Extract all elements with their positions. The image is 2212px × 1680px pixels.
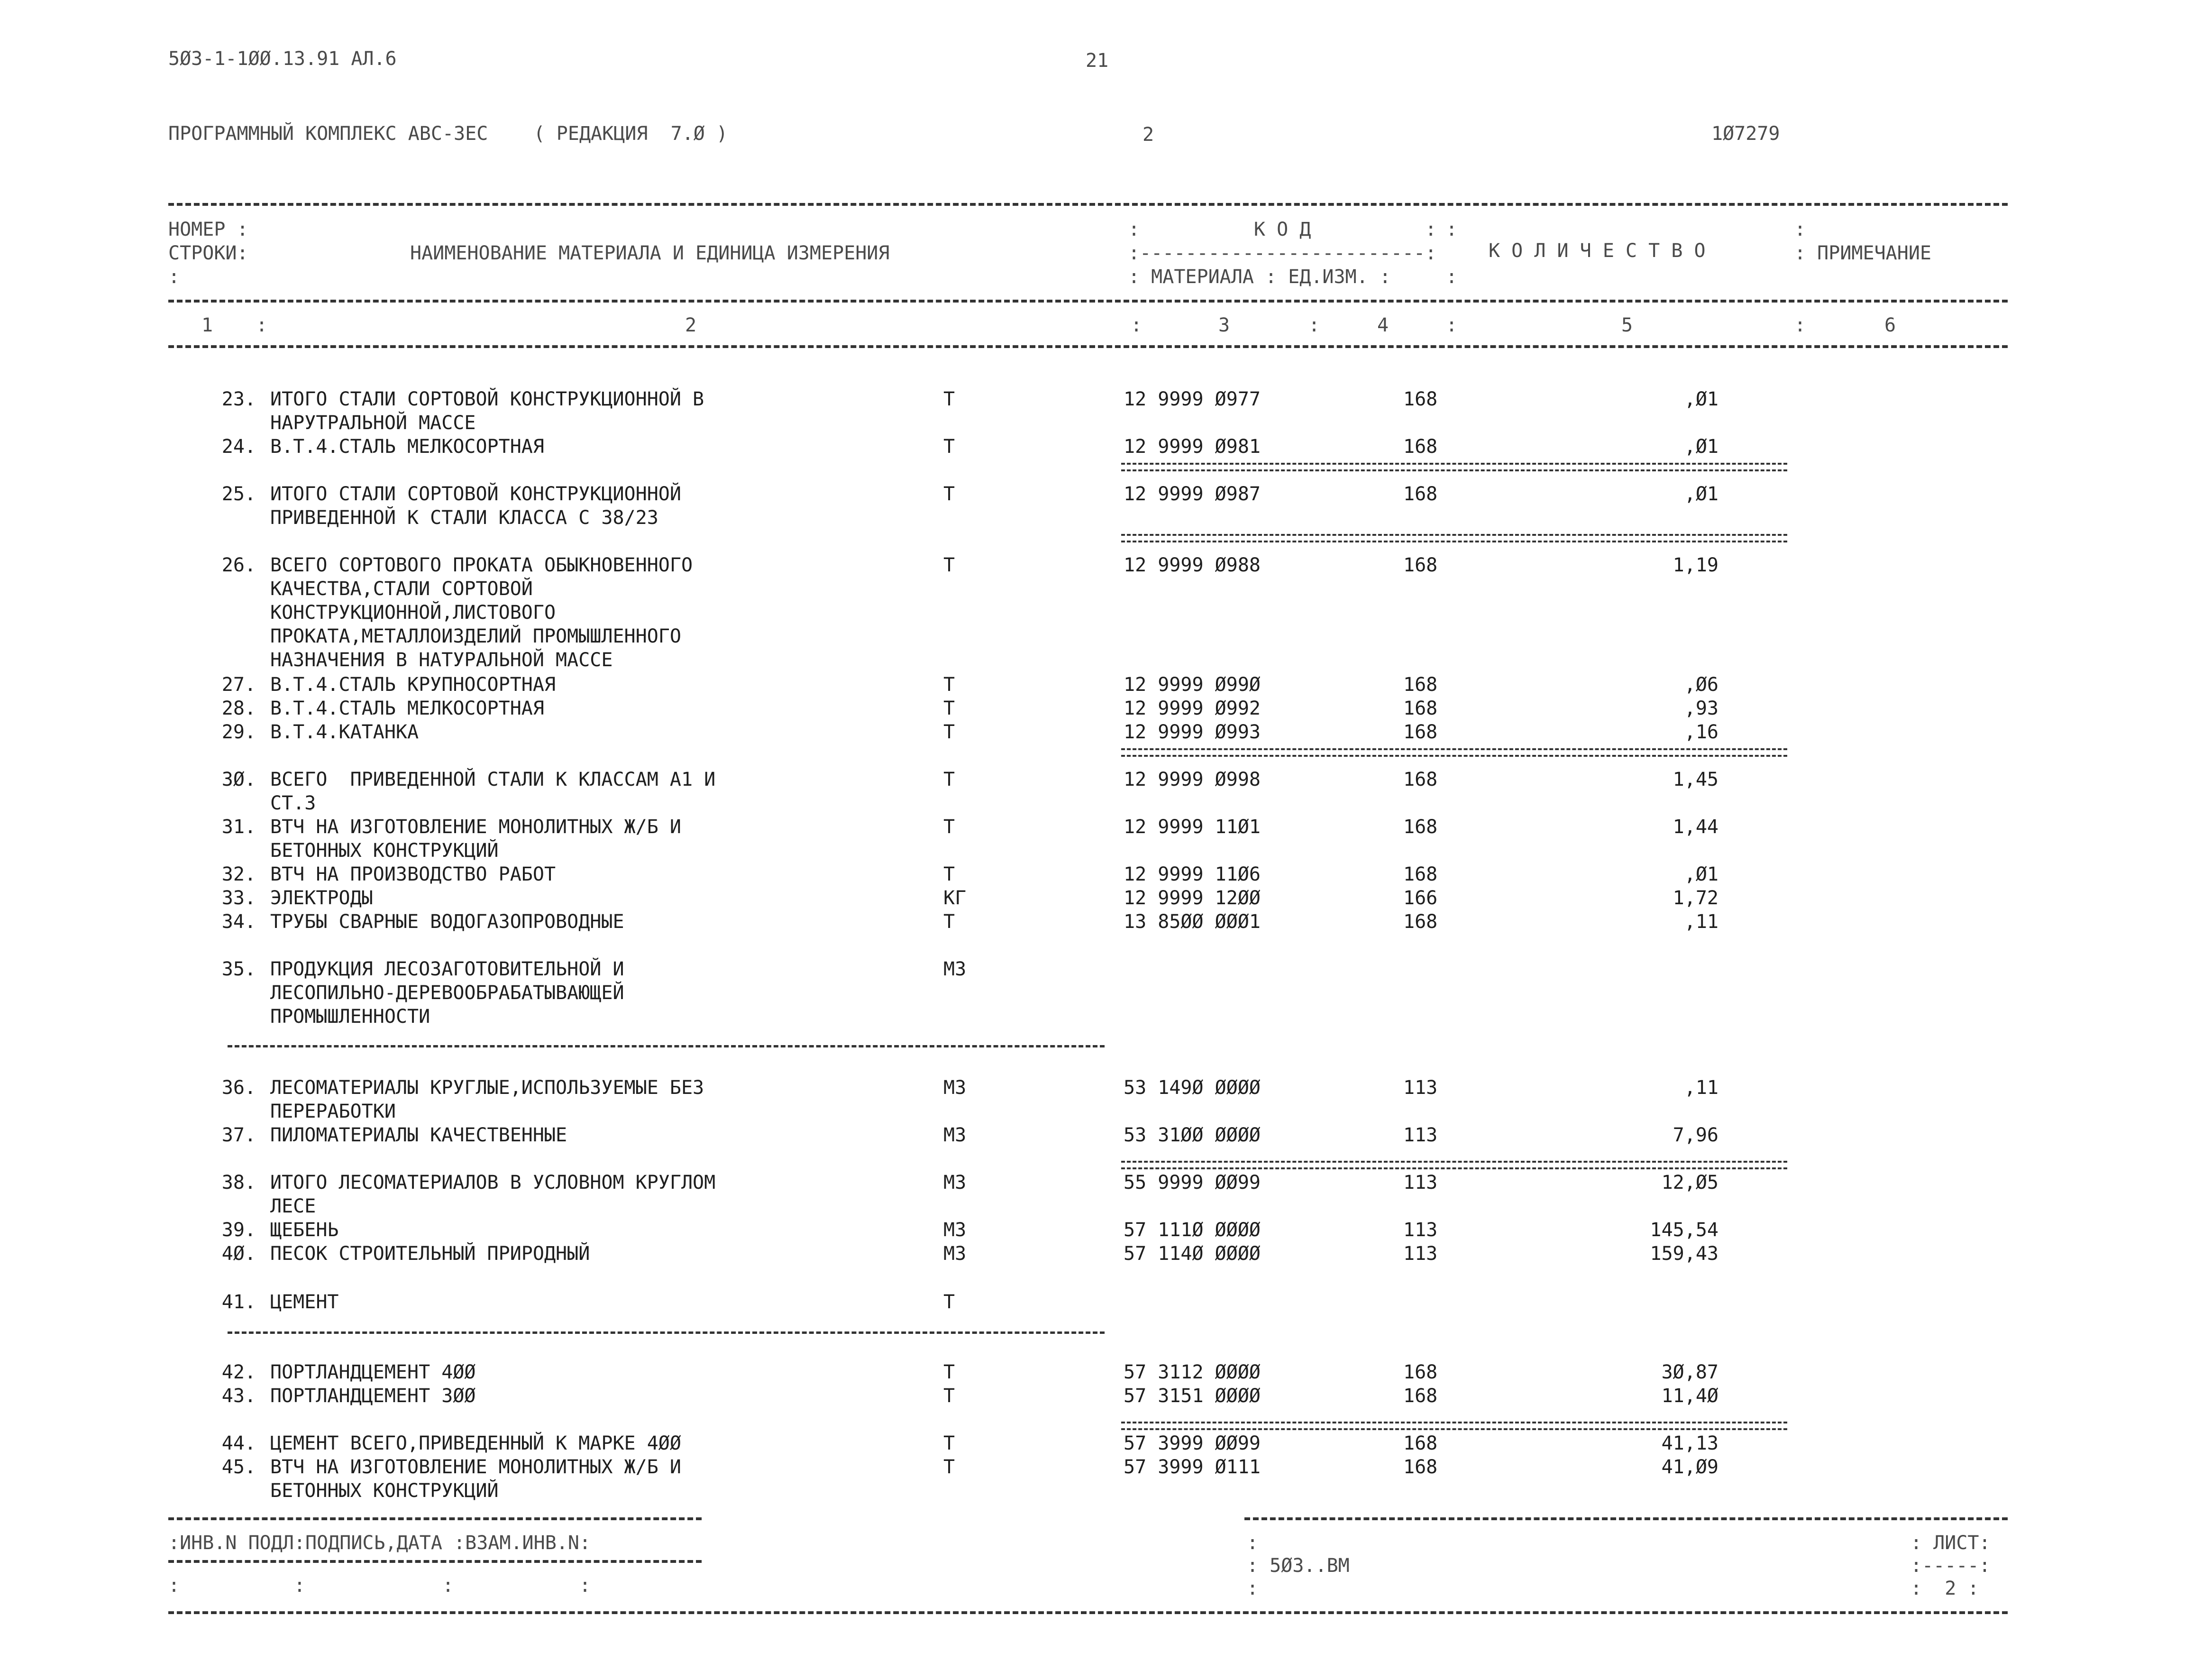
material-name: ПРОКАТА,МЕТАЛЛОИЗДЕЛИЙ ПРОМЫШЛЕННОГО	[270, 625, 681, 647]
total-separator	[1121, 748, 1787, 757]
header-sep-1: :	[1446, 219, 1458, 240]
material-name: ВТЧ НА ПРОИЗВОДСТВО РАБОТ	[270, 863, 556, 885]
material-name: В.Т.4.СТАЛЬ МЕЛКОСОРТНАЯ	[270, 436, 544, 458]
material-code: 55 9999 ØØ99	[1124, 1172, 1261, 1193]
material-code: 12 9999 Ø99Ø	[1124, 674, 1261, 696]
unit-of-measure: М3	[943, 1243, 967, 1265]
material-name: В.Т.4.СТАЛЬ КРУПНОСОРТНАЯ	[270, 674, 556, 696]
material-name: В.Т.4.КАТАНКА	[270, 721, 419, 743]
row-number: 41.	[221, 1291, 256, 1313]
quantity-value: ,11	[1684, 1077, 1718, 1099]
unit-code: 168	[1403, 674, 1438, 696]
material-name: В.Т.4.СТАЛЬ МЕЛКОСОРТНАЯ	[270, 698, 544, 719]
footer-rule-left-top	[168, 1517, 702, 1520]
material-name: ПЕСОК СТРОИТЕЛЬНЫЙ ПРИРОДНЫЙ	[270, 1243, 590, 1265]
column-colon-2: :	[1131, 314, 1143, 336]
row-number: 26.	[221, 554, 256, 576]
unit-code: 166	[1403, 887, 1438, 909]
material-name: ВТЧ НА ИЗГОТОВЛЕНИЕ МОНОЛИТНЫХ Ж/Б И	[270, 1456, 681, 1478]
unit-of-measure: Т	[943, 388, 955, 410]
unit-code: 168	[1403, 1361, 1438, 1383]
material-name: БЕТОННЫХ КОНСТРУКЦИЙ	[270, 840, 499, 862]
row-number: 43.	[221, 1385, 256, 1407]
material-name: ПРИВЕДЕННОЙ К СТАЛИ КЛАССА С 38/23	[270, 507, 658, 529]
group-rule	[228, 1331, 1105, 1334]
unit-code: 168	[1403, 483, 1438, 505]
name-column-header: НАИМЕНОВАНИЕ МАТЕРИАЛА И ЕДИНИЦА ИЗМЕРЕНИЯ	[410, 242, 890, 264]
column-number-6: 6	[1884, 314, 1896, 336]
material-name: ИТОГО ЛЕСОМАТЕРИАЛОВ В УСЛОВНОМ КРУГЛОМ	[270, 1172, 716, 1193]
quantity-value: ,Ø1	[1684, 483, 1718, 505]
quantity-value: 1,45	[1673, 769, 1718, 790]
footer-rule-bottom	[168, 1611, 2008, 1614]
rule-top	[168, 203, 2008, 206]
footer-rule-left-mid	[168, 1560, 702, 1563]
material-name: ЭЛЕКТРОДЫ	[270, 887, 373, 909]
program-line: ПРОГРАММНЫЙ КОМПЛЕКС АВС-ЗЕС ( РЕДАКЦИЯ 7.Ø )	[168, 123, 728, 145]
unit-of-measure: Т	[943, 911, 955, 933]
unit-code: 168	[1403, 388, 1438, 410]
material-code: 12 9999 Ø992	[1124, 698, 1261, 719]
row-number: 27.	[221, 674, 256, 696]
unit-of-measure: М3	[943, 1172, 967, 1193]
material-name: КОНСТРУКЦИОННОЙ,ЛИСТОВОГО	[270, 602, 556, 624]
unit-code: 168	[1403, 911, 1438, 933]
unit-of-measure: М3	[943, 1219, 967, 1241]
unit-code: 113	[1403, 1243, 1438, 1265]
unit-of-measure: Т	[943, 863, 955, 885]
unit-of-measure: Т	[943, 483, 955, 505]
material-code: 12 9999 Ø987	[1124, 483, 1261, 505]
column-colon-5: :	[1794, 314, 1806, 336]
header-sep-3: :	[1794, 219, 1806, 240]
row-number: 3Ø.	[221, 769, 256, 790]
material-name: ИТОГО СТАЛИ СОРТОВОЙ КОНСТРУКЦИОННОЙ	[270, 483, 681, 505]
rule-header-bottom	[168, 300, 2008, 303]
column-number-4: 4	[1377, 314, 1389, 336]
material-name: ВСЕГО ПРИВЕДЕННОЙ СТАЛИ К КЛАССАМ А1 И	[270, 769, 716, 790]
document-number: 1Ø7279	[1711, 123, 1780, 145]
row-number: 39.	[221, 1219, 256, 1241]
row-number: 24.	[221, 436, 256, 458]
document-code: 5Ø3-1-1ØØ.13.91 АЛ.6	[168, 48, 397, 70]
unit-of-measure: Т	[943, 1456, 955, 1478]
quantity-value: ,Ø6	[1684, 674, 1718, 696]
row-number: 29.	[221, 721, 256, 743]
material-name: СТ.3	[270, 792, 316, 814]
unit-code: 168	[1403, 1456, 1438, 1478]
material-name: ТРУБЫ СВАРНЫЕ ВОДОГАЗОПРОВОДНЫЕ	[270, 911, 624, 933]
page-number-top: 21	[1086, 50, 1109, 72]
unit-code: 168	[1403, 769, 1438, 790]
unit-of-measure: Т	[943, 816, 955, 838]
unit-of-measure: Т	[943, 769, 955, 790]
unit-of-measure: М3	[943, 958, 967, 980]
footer-sheet-number: : 2 :	[1910, 1578, 1979, 1599]
unit-code: 113	[1403, 1172, 1438, 1193]
column-number-2: 2	[685, 314, 697, 336]
code-header-bottom: : МАТЕРИАЛА : ЕД.ИЗМ. :	[1128, 266, 1391, 288]
group-rule	[228, 1045, 1105, 1047]
total-separator	[1121, 534, 1787, 542]
footer-sheet-label: : ЛИСТ:	[1910, 1532, 1991, 1554]
quantity-value: ,Ø1	[1684, 436, 1718, 458]
material-name: ВТЧ НА ИЗГОТОВЛЕНИЕ МОНОЛИТНЫХ Ж/Б И	[270, 816, 681, 838]
material-name: КАЧЕСТВА,СТАЛИ СОРТОВОЙ	[270, 578, 533, 600]
unit-code: 113	[1403, 1219, 1438, 1241]
material-name: ЛЕСОПИЛЬНО-ДЕРЕВООБРАБАТЫВАЮЩЕЙ	[270, 982, 624, 1004]
sheet-number: 2	[1143, 124, 1154, 146]
quantity-value: 41,Ø9	[1661, 1456, 1718, 1478]
unit-of-measure: Т	[943, 674, 955, 696]
material-code: 13 85ØØ ØØØ1	[1124, 911, 1261, 933]
material-name: ЛЕСЕ	[270, 1195, 316, 1217]
material-code: 57 3151 ØØØØ	[1124, 1385, 1261, 1407]
row-label-1: НОМЕР :	[168, 219, 248, 240]
row-label-3: :	[168, 266, 180, 288]
material-name: ИТОГО СТАЛИ СОРТОВОЙ КОНСТРУКЦИОННОЙ В	[270, 388, 704, 410]
row-number: 31.	[221, 816, 256, 838]
row-number: 42.	[221, 1361, 256, 1383]
quantity-value: 12,Ø5	[1661, 1172, 1718, 1193]
quantity-value: ,Ø1	[1684, 388, 1718, 410]
column-number-3: 3	[1218, 314, 1230, 336]
material-name: ПЕРЕРАБОТКИ	[270, 1101, 396, 1122]
material-name: ПРОМЫШЛЕННОСТИ	[270, 1006, 430, 1028]
material-code: 57 111Ø ØØØØ	[1124, 1219, 1261, 1241]
material-code: 12 9999 Ø998	[1124, 769, 1261, 790]
quantity-value: 11,4Ø	[1661, 1385, 1718, 1407]
material-code: 57 3112 ØØØØ	[1124, 1361, 1261, 1383]
header-sep-2: :	[1446, 266, 1458, 288]
material-code: 12 9999 Ø981	[1124, 436, 1261, 458]
quantity-value: 159,43	[1650, 1243, 1718, 1265]
footer-left-header: :ИНВ.N ПОДЛ:ПОДПИСЬ,ДАТА :ВЗАМ.ИНВ.N:	[168, 1532, 591, 1554]
unit-of-measure: Т	[943, 698, 955, 719]
quantity-value: 1,44	[1673, 816, 1718, 838]
unit-code: 168	[1403, 436, 1438, 458]
material-code: 12 9999 11Ø6	[1124, 863, 1261, 885]
unit-of-measure: Т	[943, 554, 955, 576]
quantity-value: 145,54	[1650, 1219, 1718, 1241]
unit-code: 168	[1403, 721, 1438, 743]
unit-of-measure: КГ	[943, 887, 967, 909]
code-header-top: : К О Д :	[1128, 219, 1437, 240]
footer-left-cells: : : : :	[168, 1575, 591, 1597]
row-number: 33.	[221, 887, 256, 909]
note-column-header: : ПРИМЕЧАНИЕ	[1794, 242, 1931, 264]
footer-designation: : 5Ø3..ВМ	[1247, 1555, 1350, 1577]
footer-rule-right-top	[1244, 1517, 2008, 1520]
material-code: 12 9999 11Ø1	[1124, 816, 1261, 838]
unit-of-measure: Т	[943, 1361, 955, 1383]
material-code: 53 149Ø ØØØØ	[1124, 1077, 1261, 1099]
row-number: 34.	[221, 911, 256, 933]
material-code: 12 9999 Ø977	[1124, 388, 1261, 410]
quantity-value: ,93	[1684, 698, 1718, 719]
material-name: ПРОДУКЦИЯ ЛЕСОЗАГОТОВИТЕЛЬНОЙ И	[270, 958, 624, 980]
unit-of-measure: М3	[943, 1124, 967, 1146]
row-number: 32.	[221, 863, 256, 885]
material-name: ЩЕБЕНЬ	[270, 1219, 339, 1241]
footer-sheet-separator: :-----:	[1910, 1555, 1991, 1577]
material-name: ВСЕГО СОРТОВОГО ПРОКАТА ОБЫКНОВЕННОГО	[270, 554, 693, 576]
material-name: ПИЛОМАТЕРИАЛЫ КАЧЕСТВЕННЫЕ	[270, 1124, 567, 1146]
material-name: ЛЕСОМАТЕРИАЛЫ КРУГЛЫЕ,ИСПОЛЬЗУЕМЫЕ БЕЗ	[270, 1077, 704, 1099]
quantity-column-header: К О Л И Ч Е С Т В О	[1489, 240, 1706, 262]
quantity-value: 3Ø,87	[1661, 1361, 1718, 1383]
material-code: 12 9999 12ØØ	[1124, 887, 1261, 909]
material-code: 53 31ØØ ØØØØ	[1124, 1124, 1261, 1146]
unit-of-measure: М3	[943, 1077, 967, 1099]
material-name: ЦЕМЕНТ	[270, 1291, 339, 1313]
column-colon-3: :	[1308, 314, 1320, 336]
row-number: 28.	[221, 698, 256, 719]
total-separator	[1121, 1422, 1787, 1430]
code-header-mid: :-------------------------:	[1128, 242, 1437, 264]
material-code: 57 3999 ØØ99	[1124, 1432, 1261, 1454]
quantity-value: 1,19	[1673, 554, 1718, 576]
unit-of-measure: Т	[943, 721, 955, 743]
quantity-value: 1,72	[1673, 887, 1718, 909]
column-number-1: 1	[201, 314, 213, 336]
row-number: 35.	[221, 958, 256, 980]
row-number: 38.	[221, 1172, 256, 1193]
material-code: 12 9999 Ø988	[1124, 554, 1261, 576]
quantity-value: 41,13	[1661, 1432, 1718, 1454]
material-name: ПОРТЛАНДЦЕМЕНТ 3ØØ	[270, 1385, 476, 1407]
row-number: 4Ø.	[221, 1243, 256, 1265]
unit-of-measure: Т	[943, 1385, 955, 1407]
quantity-value: ,Ø1	[1684, 863, 1718, 885]
quantity-value: ,11	[1684, 911, 1718, 933]
total-separator	[1121, 463, 1787, 471]
row-number: 44.	[221, 1432, 256, 1454]
material-code: 12 9999 Ø993	[1124, 721, 1261, 743]
row-label-2: СТРОКИ:	[168, 242, 248, 264]
unit-code: 168	[1403, 1432, 1438, 1454]
row-number: 45.	[221, 1456, 256, 1478]
material-code: 57 3999 Ø111	[1124, 1456, 1261, 1478]
material-name: ЦЕМЕНТ ВСЕГО,ПРИВЕДЕННЫЙ К МАРКЕ 4ØØ	[270, 1432, 681, 1454]
quantity-value: ,16	[1684, 721, 1718, 743]
unit-code: 168	[1403, 554, 1438, 576]
unit-code: 113	[1403, 1124, 1438, 1146]
rule-column-numbers	[168, 345, 2008, 348]
row-number: 37.	[221, 1124, 256, 1146]
unit-code: 168	[1403, 1385, 1438, 1407]
unit-code: 168	[1403, 863, 1438, 885]
unit-of-measure: Т	[943, 1432, 955, 1454]
total-separator	[1121, 1161, 1787, 1169]
unit-of-measure: Т	[943, 1291, 955, 1313]
unit-code: 168	[1403, 816, 1438, 838]
row-number: 23.	[221, 388, 256, 410]
row-number: 25.	[221, 483, 256, 505]
material-name: БЕТОННЫХ КОНСТРУКЦИЙ	[270, 1480, 499, 1502]
quantity-value: 7,96	[1673, 1124, 1718, 1146]
column-colon-4: :	[1446, 314, 1458, 336]
row-number: 36.	[221, 1077, 256, 1099]
unit-of-measure: Т	[943, 436, 955, 458]
material-name: НАЗНАЧЕНИЯ В НАТУРАЛЬНОЙ МАССЕ	[270, 649, 613, 671]
column-number-5: 5	[1621, 314, 1633, 336]
footer-mid-bottom: :	[1247, 1578, 1259, 1599]
column-colon-1: :	[256, 314, 268, 336]
material-name: НАРУТРАЛЬНОЙ МАССЕ	[270, 412, 476, 434]
footer-mid-top: :	[1247, 1532, 1259, 1554]
material-name: ПОРТЛАНДЦЕМЕНТ 4ØØ	[270, 1361, 476, 1383]
unit-code: 113	[1403, 1077, 1438, 1099]
unit-code: 168	[1403, 698, 1438, 719]
material-code: 57 114Ø ØØØØ	[1124, 1243, 1261, 1265]
